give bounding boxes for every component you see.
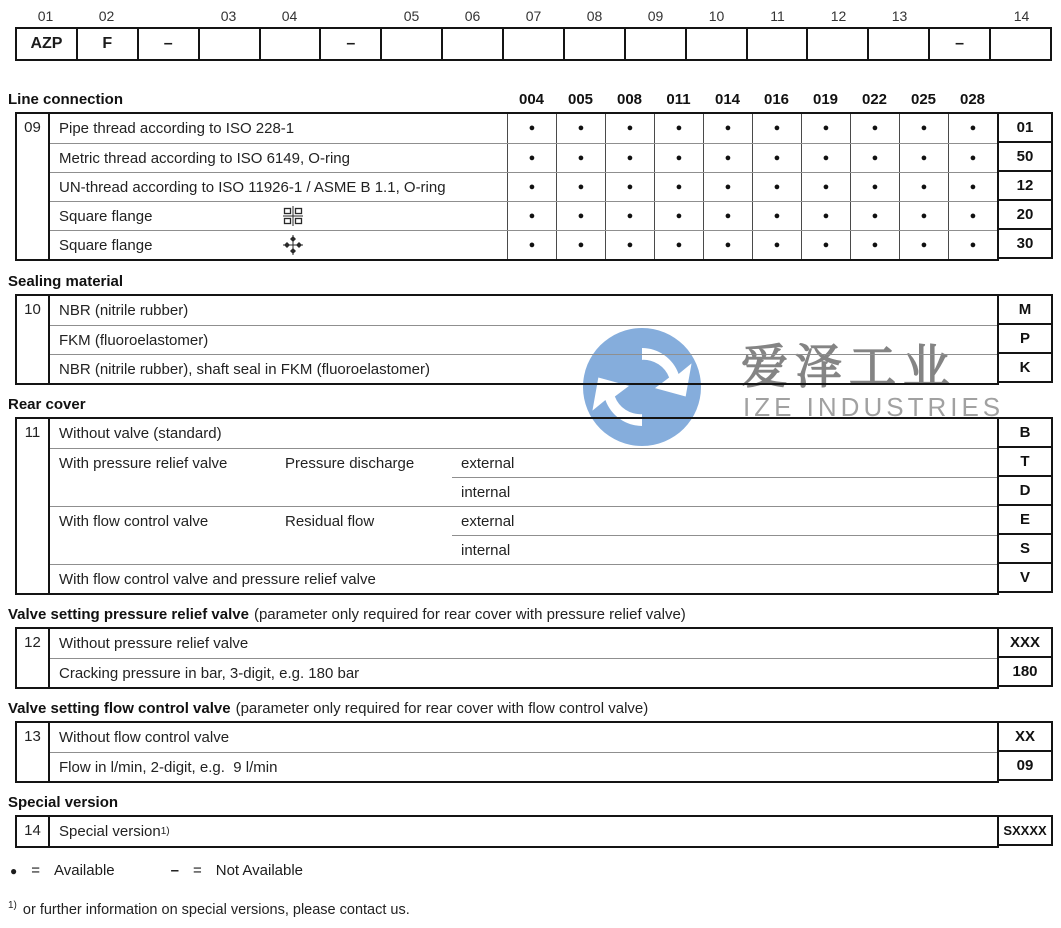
available-dot-icon: ●	[920, 238, 928, 251]
available-dot-icon: ●	[626, 180, 634, 193]
availability-row	[507, 173, 997, 201]
availability-row	[507, 202, 997, 230]
ordering-code-labels	[15, 8, 1052, 24]
available-dot-icon: ●	[724, 151, 732, 164]
row-label: Without valve (standard)	[59, 425, 222, 442]
ordering-code-position-label: 01	[37, 8, 54, 24]
availability-cell	[850, 173, 899, 201]
square-flange-diagonal-icon	[282, 235, 304, 255]
size-column-header: 008	[616, 91, 643, 108]
code-value: 20	[997, 199, 1053, 230]
code-value: 01	[997, 112, 1053, 143]
availability-cell	[556, 114, 605, 143]
square-flange-4bolt-icon	[282, 206, 304, 226]
availability-cell	[850, 114, 899, 143]
ordering-code-position-label: 14	[1013, 8, 1030, 24]
availability-cell	[948, 231, 997, 259]
available-dot-icon: ●	[773, 122, 781, 134]
ordering-code-box	[624, 27, 687, 61]
availability-cell	[605, 144, 654, 172]
code-value: K	[997, 352, 1053, 383]
table-row	[50, 230, 997, 259]
availability-cell	[556, 231, 605, 259]
ordering-code-boxes	[15, 27, 1052, 61]
availability-cell	[703, 231, 752, 259]
availability-cell	[899, 231, 948, 259]
table-row	[50, 817, 997, 846]
availability-cell	[899, 144, 948, 172]
available-dot-icon: ●	[920, 180, 928, 193]
row-param-label: Residual flow	[285, 513, 375, 530]
code-value: 09	[997, 750, 1053, 781]
ordering-code-position-label: 05	[403, 8, 420, 24]
code-value: M	[997, 294, 1053, 325]
table-row-group	[50, 448, 997, 506]
ordering-code-position-label	[320, 8, 381, 24]
footnote-text: or further information on special versions, please contact us.	[22, 901, 410, 918]
available-dot-icon: ●	[626, 122, 634, 134]
row-option: internal	[452, 535, 997, 564]
row-label: Flow in l/min, 2-digit, e.g. 9 l/min	[59, 758, 278, 776]
available-dot-icon: ●	[822, 238, 830, 251]
row-label: NBR (nitrile rubber), shaft seal in FKM (fluoroelastomer)	[59, 360, 430, 378]
ordering-code-position-label: 08	[586, 8, 603, 24]
size-headers	[507, 91, 997, 108]
availability-cell	[801, 202, 850, 230]
table-row	[50, 201, 997, 230]
size-column-header: 019	[812, 91, 839, 108]
row-label: With flow control valve	[59, 513, 209, 530]
availability-cell	[605, 114, 654, 143]
available-dot-icon: ●	[675, 238, 683, 251]
size-column-header: 016	[763, 91, 790, 108]
available-dot-icon: ●	[871, 238, 879, 251]
field-number: 12	[17, 629, 50, 687]
row-label: Without pressure relief valve	[59, 635, 249, 652]
ordering-code-box	[746, 27, 809, 61]
line-connection-table	[15, 112, 999, 261]
code-value: E	[997, 504, 1053, 535]
availability-cell	[899, 114, 948, 143]
availability-cell	[507, 144, 556, 172]
legend-not-available-label: Not Available	[215, 862, 304, 879]
row-label: Square flange	[59, 207, 153, 225]
ordering-code-position-label: 04	[281, 8, 298, 24]
section-sealing-material	[8, 270, 1053, 385]
availability-cell	[850, 144, 899, 172]
ordering-code-position-label: 12	[830, 8, 847, 24]
ordering-code-position-label: 03	[220, 8, 237, 24]
available-dot-icon: ●	[528, 180, 536, 193]
available-dot-icon: ●	[528, 238, 536, 251]
ordering-code-box: AZP	[15, 27, 78, 61]
code-column	[997, 721, 1053, 783]
availability-cell	[507, 202, 556, 230]
special-version-table	[15, 815, 999, 848]
row-label: FKM (fluoroelastomer)	[59, 331, 209, 349]
available-dot-icon: ●	[724, 180, 732, 193]
availability-cell	[948, 173, 997, 201]
footnote-marker: 1)	[8, 900, 17, 911]
table-row	[50, 752, 997, 781]
availability-cell	[948, 114, 997, 143]
table-row	[50, 354, 997, 383]
available-dot-icon: ●	[871, 151, 879, 164]
available-dot-icon: ●	[969, 209, 977, 222]
ordering-code-box	[867, 27, 930, 61]
section-valve-setting-prv	[8, 603, 1053, 689]
not-available-dash-icon: –	[170, 862, 179, 879]
table-row	[50, 172, 997, 201]
table-row	[50, 296, 997, 325]
available-dot-icon: ●	[969, 151, 977, 164]
table-row	[50, 143, 997, 172]
ordering-code-box: –	[319, 27, 382, 61]
available-dot-icon: ●	[773, 180, 781, 193]
available-dot-icon: ●	[822, 151, 830, 164]
section-title: Sealing material	[8, 273, 124, 290]
availability-cell	[899, 173, 948, 201]
availability-cell	[801, 173, 850, 201]
row-option: external	[461, 512, 515, 530]
availability-cell	[752, 202, 801, 230]
sealing-material-table	[15, 294, 999, 385]
size-column-header: 025	[910, 91, 937, 108]
table-row	[50, 658, 997, 687]
size-column-header: 028	[959, 91, 986, 108]
available-dot-icon: ●	[969, 122, 977, 134]
row-label: Without flow control valve	[59, 729, 230, 746]
available-dot-icon: ●	[10, 864, 18, 878]
section-title: Special version	[8, 794, 119, 811]
footnote-marker: 1)	[160, 826, 170, 837]
ordering-code-box	[502, 27, 565, 61]
section-note: (parameter only required for rear cover with pressure relief valve)	[253, 606, 686, 623]
field-number: 10	[17, 296, 50, 383]
legend-equals: =	[31, 862, 41, 879]
ordering-code-box	[563, 27, 626, 61]
ordering-code-box	[259, 27, 322, 61]
available-dot-icon: ●	[626, 209, 634, 222]
availability-cell	[654, 231, 703, 259]
row-label: With pressure relief valve	[59, 455, 228, 472]
available-dot-icon: ●	[822, 209, 830, 222]
ordering-code-box	[806, 27, 869, 61]
code-value: D	[997, 475, 1053, 506]
section-title: Valve setting flow control valve	[8, 700, 231, 717]
available-dot-icon: ●	[577, 180, 585, 193]
valve-setting-fcv-table	[15, 721, 999, 783]
section-title: Rear cover	[8, 396, 86, 413]
code-value: 50	[997, 141, 1053, 172]
availability-cell	[703, 144, 752, 172]
row-label: With flow control valve and pressure relief valve	[59, 570, 376, 588]
available-dot-icon: ●	[528, 209, 536, 222]
row-label: NBR (nitrile rubber)	[59, 302, 189, 319]
availability-cell	[948, 202, 997, 230]
availability-cell	[605, 173, 654, 201]
valve-setting-prv-table	[15, 627, 999, 689]
code-value: B	[997, 417, 1053, 448]
available-dot-icon: ●	[675, 180, 683, 193]
row-label: Square flange	[59, 236, 153, 254]
availability-cell	[654, 114, 703, 143]
row-label: Pipe thread according to ISO 228-1	[59, 120, 295, 137]
available-dot-icon: ●	[626, 151, 634, 164]
available-dot-icon: ●	[822, 180, 830, 193]
code-value: SXXXX	[997, 815, 1053, 846]
availability-cell	[752, 173, 801, 201]
ordering-code-box	[989, 27, 1052, 61]
availability-cell	[752, 114, 801, 143]
availability-cell	[850, 231, 899, 259]
legend	[10, 862, 303, 879]
ordering-code-position-label: 02	[98, 8, 115, 24]
ordering-code-box: F	[76, 27, 139, 61]
ordering-code-box	[685, 27, 748, 61]
availability-cell	[507, 114, 556, 143]
ordering-code-position-label: 10	[708, 8, 725, 24]
available-dot-icon: ●	[528, 122, 536, 134]
table-row	[50, 723, 997, 752]
availability-cell	[948, 144, 997, 172]
footnote	[8, 900, 410, 918]
availability-cell	[556, 202, 605, 230]
section-title: Valve setting pressure relief valve	[8, 606, 249, 623]
availability-cell	[899, 202, 948, 230]
table-row-group	[50, 506, 997, 564]
code-column	[997, 627, 1053, 689]
row-param-label: Pressure discharge	[285, 455, 415, 472]
field-number: 14	[17, 817, 50, 846]
available-dot-icon: ●	[969, 180, 977, 193]
table-row	[50, 114, 997, 143]
code-value: 180	[997, 656, 1053, 687]
code-value: P	[997, 323, 1053, 354]
available-dot-icon: ●	[626, 238, 634, 251]
code-value: T	[997, 446, 1053, 477]
availability-row	[507, 144, 997, 172]
ordering-code-box: –	[928, 27, 991, 61]
section-rear-cover	[8, 393, 1053, 595]
availability-cell	[605, 202, 654, 230]
available-dot-icon: ●	[724, 122, 732, 134]
available-dot-icon: ●	[577, 238, 585, 251]
availability-cell	[752, 231, 801, 259]
available-dot-icon: ●	[773, 151, 781, 164]
row-label: UN-thread according to ISO 11926-1 / ASME B 1.1, O-ring	[59, 178, 446, 196]
field-number: 11	[17, 419, 50, 593]
availability-row	[507, 231, 997, 259]
ordering-code-position-label: 11	[770, 8, 785, 24]
ordering-code-position-label: 06	[464, 8, 481, 24]
available-dot-icon: ●	[920, 122, 928, 134]
ordering-code-position-label: 13	[891, 8, 908, 24]
available-dot-icon: ●	[920, 151, 928, 164]
availability-cell	[752, 144, 801, 172]
available-dot-icon: ●	[871, 122, 879, 134]
available-dot-icon: ●	[871, 180, 879, 193]
availability-cell	[703, 114, 752, 143]
code-value: XXX	[997, 627, 1053, 658]
available-dot-icon: ●	[675, 151, 683, 164]
size-column-header: 022	[861, 91, 888, 108]
section-title: Line connection	[8, 91, 124, 108]
availability-cell	[654, 144, 703, 172]
row-label: Cracking pressure in bar, 3-digit, e.g. 180 bar	[59, 664, 360, 682]
table-row	[50, 629, 997, 658]
legend-available-label: Available	[54, 862, 115, 879]
availability-cell	[703, 173, 752, 201]
available-dot-icon: ●	[822, 122, 830, 134]
size-column-header: 011	[666, 91, 691, 108]
ordering-code-box	[380, 27, 443, 61]
availability-cell	[654, 173, 703, 201]
rear-cover-table	[15, 417, 999, 595]
legend-equals: =	[192, 862, 202, 879]
available-dot-icon: ●	[724, 238, 732, 251]
field-number: 09	[17, 114, 50, 259]
ordering-code-box: –	[137, 27, 200, 61]
size-column-header: 005	[567, 91, 594, 108]
available-dot-icon: ●	[577, 209, 585, 222]
section-line-connection	[8, 88, 1053, 261]
availability-row	[507, 114, 997, 143]
availability-cell	[507, 231, 556, 259]
available-dot-icon: ●	[675, 122, 683, 134]
row-option: internal	[452, 477, 997, 506]
code-column	[997, 112, 1053, 261]
table-row	[50, 325, 997, 354]
row-label: Metric thread according to ISO 6149, O-ring	[59, 149, 350, 167]
code-value: V	[997, 562, 1053, 593]
available-dot-icon: ●	[724, 209, 732, 222]
field-number: 13	[17, 723, 50, 781]
size-column-header: 014	[714, 91, 741, 108]
available-dot-icon: ●	[920, 209, 928, 222]
ordering-code-row	[15, 8, 1052, 61]
available-dot-icon: ●	[577, 151, 585, 164]
available-dot-icon: ●	[577, 122, 585, 134]
availability-cell	[556, 144, 605, 172]
code-value: 30	[997, 228, 1053, 259]
table-row	[50, 564, 997, 593]
ordering-code-box	[441, 27, 504, 61]
available-dot-icon: ●	[528, 151, 536, 164]
ordering-code-position-label	[930, 8, 991, 24]
code-column	[997, 294, 1053, 385]
available-dot-icon: ●	[969, 238, 977, 251]
availability-cell	[507, 173, 556, 201]
ordering-code-position-label: 07	[525, 8, 542, 24]
code-column	[997, 417, 1053, 595]
available-dot-icon: ●	[773, 238, 781, 251]
size-column-header: 004	[518, 91, 545, 108]
available-dot-icon: ●	[773, 209, 781, 222]
available-dot-icon: ●	[675, 209, 683, 222]
availability-cell	[801, 114, 850, 143]
availability-cell	[605, 231, 654, 259]
ordering-code-position-label	[137, 8, 198, 24]
availability-cell	[801, 144, 850, 172]
section-special-version	[8, 791, 1053, 848]
availability-cell	[801, 231, 850, 259]
available-dot-icon: ●	[871, 209, 879, 222]
availability-cell	[654, 202, 703, 230]
row-option: external	[461, 454, 515, 472]
section-note: (parameter only required for rear cover with flow control valve)	[235, 700, 649, 717]
row-label: Special version	[59, 823, 161, 840]
code-value: S	[997, 533, 1053, 564]
code-value: 12	[997, 170, 1053, 201]
code-value: XX	[997, 721, 1053, 752]
availability-cell	[556, 173, 605, 201]
code-column	[997, 815, 1053, 848]
availability-cell	[703, 202, 752, 230]
watermark-latin-text: IZE INDUSTRIES	[743, 392, 1005, 422]
section-valve-setting-fcv	[8, 697, 1053, 783]
watermark-chinese-text: 爱泽工业	[741, 340, 957, 393]
ordering-code-position-label: 09	[647, 8, 664, 24]
availability-cell	[850, 202, 899, 230]
table-row	[50, 419, 997, 448]
ordering-code-box	[198, 27, 261, 61]
